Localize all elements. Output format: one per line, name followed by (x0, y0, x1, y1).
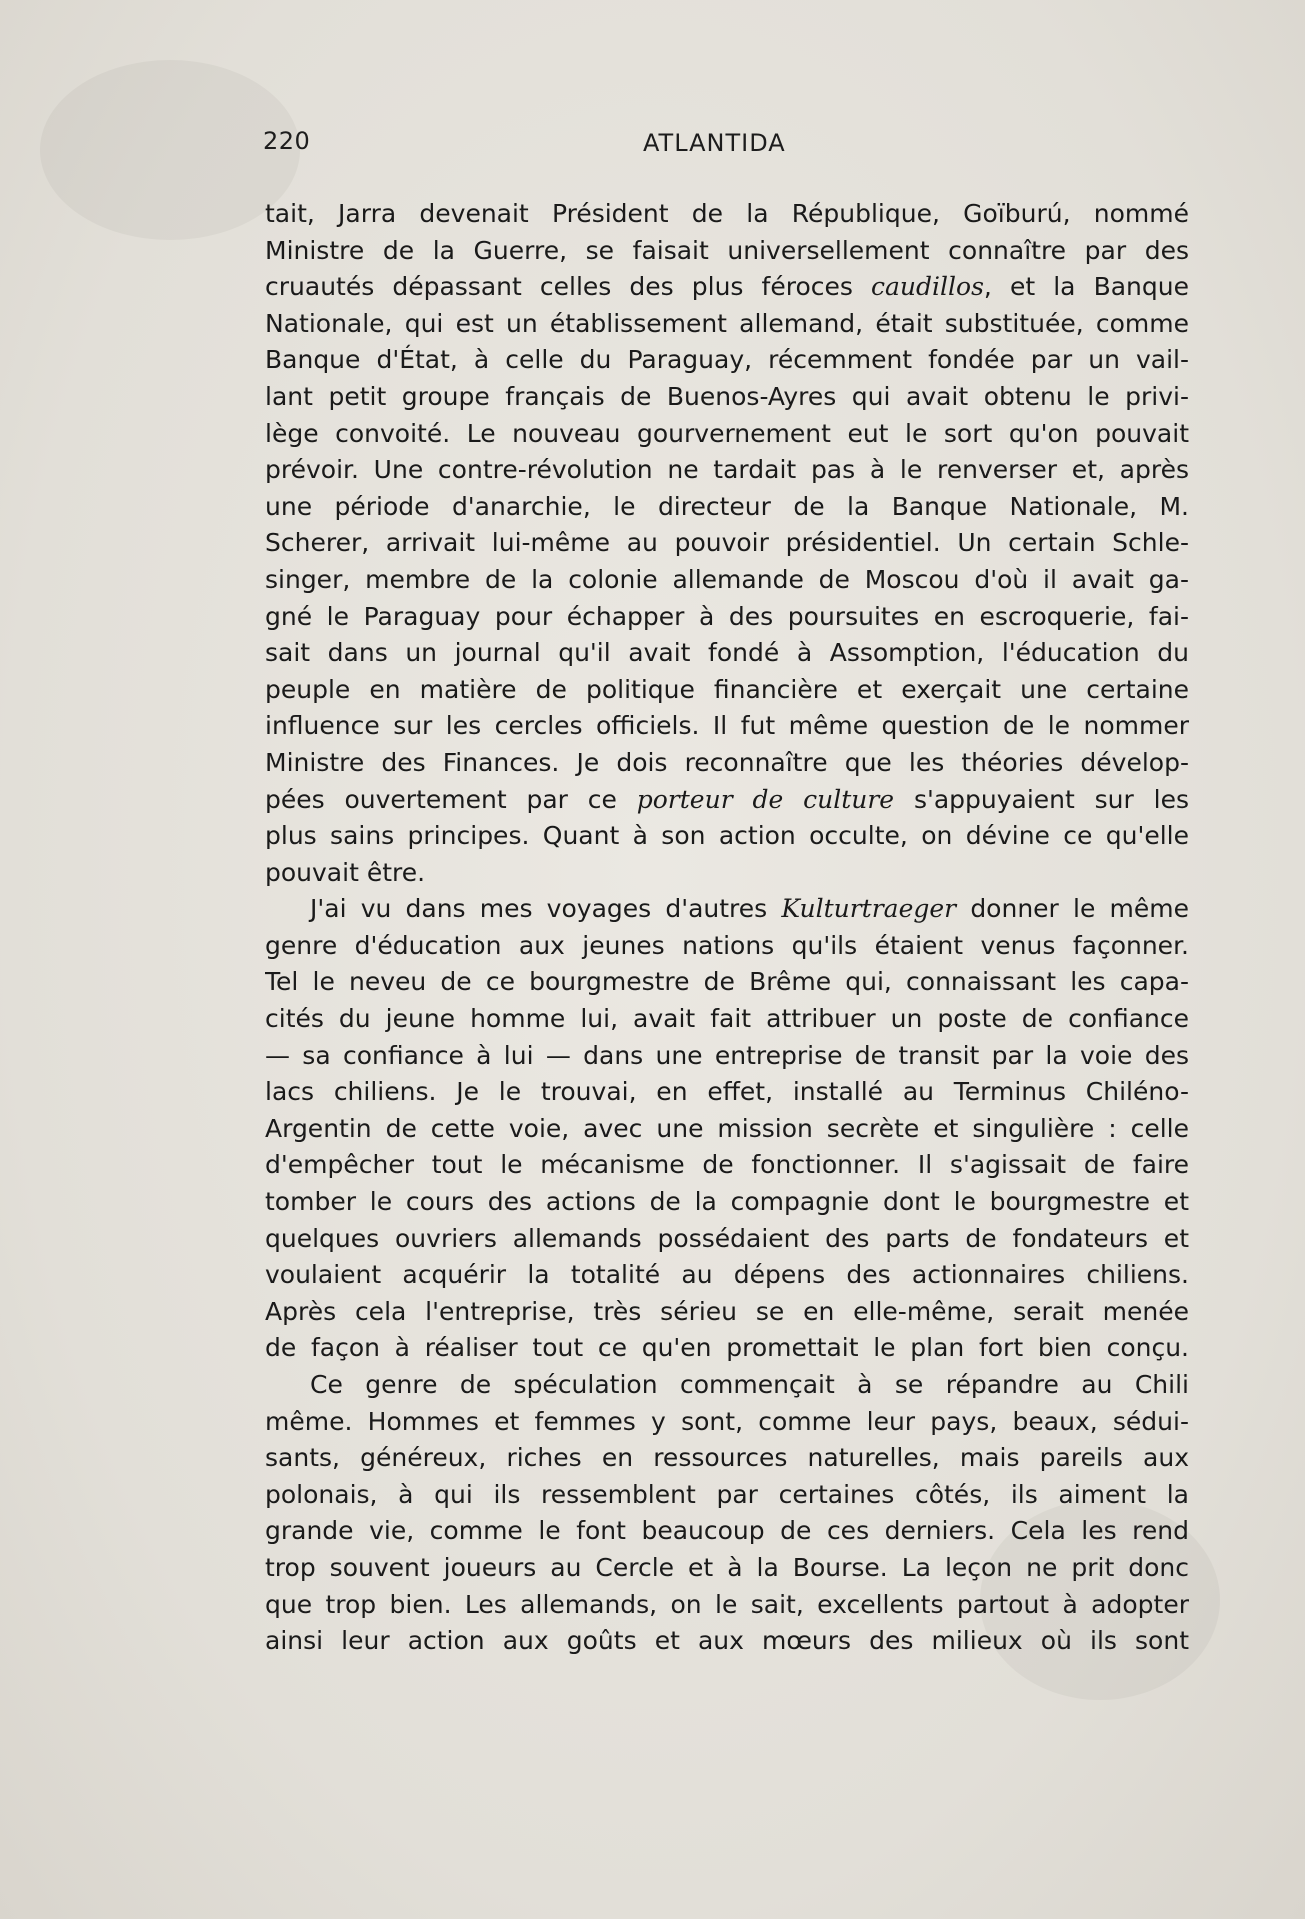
text-line: ainsi leur action aux goûts et aux mœurs des milieux où ils sont (265, 1626, 1189, 1656)
text-line: Banque d'État, à celle du Paraguay, récemment fondée par un vail- (265, 345, 1189, 375)
text-line: de façon à réaliser tout ce qu'en promettait le plan fort bien conçu. (265, 1333, 1189, 1363)
text-line: Tel le neveu de ce bourgmestre de Brême qui, connaissant les capa- (265, 967, 1189, 997)
page-header (263, 127, 1188, 167)
running-title: ATLANTIDA (643, 129, 786, 157)
text-line: tait, Jarra devenait Président de la République, Goïburú, nommé (265, 199, 1189, 228)
text-line: trop souvent joueurs au Cercle et à la Bourse. La leçon ne prit donc (265, 1552, 1189, 1582)
paper-stain (40, 60, 300, 240)
text-line: Argentin de cette voie, avec une mission secrète et singulière : celle (265, 1113, 1189, 1143)
text-line: que trop bien. Les allemands, on le sait, excellents partout à adopter (265, 1589, 1189, 1619)
text-line: Ministre de la Guerre, se faisait universellement connaître par des (265, 235, 1189, 265)
text-line: cités du jeune homme lui, avait fait attribuer un poste de confiance (265, 1004, 1189, 1034)
text-line: Ce genre de spéculation commençait à se répandre au Chili (310, 1370, 1189, 1399)
text-line: lège convoité. Le nouveau gourvernement eut le sort qu'on pouvait (265, 418, 1189, 448)
text-line: voulaient acquérir la totalité au dépens des actionnaires chiliens. (265, 1260, 1189, 1290)
text-line: sait dans un journal qu'il avait fondé à Assomption, l'éducation du (265, 638, 1189, 668)
text-line: polonais, à qui ils ressemblent par certaines côtés, ils aiment la (265, 1479, 1189, 1509)
text-line: plus sains principes. Quant à son action occulte, on dévine ce qu'elle (265, 821, 1189, 851)
text-line: Après cela l'entreprise, très sérieu se en elle-même, serait menée (265, 1296, 1189, 1326)
text-line: gné le Paraguay pour échapper à des poursuites en escroquerie, fai- (265, 601, 1189, 631)
text-line: d'empêcher tout le mécanisme de fonctionner. Il s'agissait de faire (265, 1150, 1189, 1180)
text-line: peuple en matière de politique financière et exerçait une certaine (265, 674, 1189, 704)
text-line: influence sur les cercles officiels. Il fut même question de le nommer (265, 711, 1189, 741)
text-line: — sa confiance à lui — dans une entreprise de transit par la voie des (265, 1040, 1189, 1070)
text-line: pouvait être. (265, 857, 426, 887)
text-line: même. Hommes et femmes y sont, comme leur pays, beaux, sédui- (265, 1406, 1189, 1436)
text-line: une période d'anarchie, le directeur de la Banque Nationale, M. (265, 491, 1189, 521)
text-line: sants, généreux, riches en ressources naturelles, mais pareils aux (265, 1443, 1189, 1473)
text-line: quelques ouvriers allemands possédaient des parts de fondateurs et (265, 1223, 1189, 1253)
text-line: J'ai vu dans mes voyages d'autres Kulturtraeger donner le même (310, 894, 1189, 924)
text-line: lant petit groupe français de Buenos-Ayres qui avait obtenu le privi- (265, 381, 1189, 411)
italic-term: caudillos (871, 272, 984, 302)
page-number: 220 (263, 127, 311, 155)
text-line: grande vie, comme le font beaucoup de ces derniers. Cela les rend (265, 1516, 1189, 1546)
text-line: Scherer, arrivait lui-même au pouvoir présidentiel. Un certain Schle- (265, 528, 1189, 558)
text-line: pées ouvertement par ce porteur de culture s'appuyaient sur les (265, 784, 1189, 814)
text-line: lacs chiliens. Je le trouvai, en effet, installé au Terminus Chiléno- (265, 1077, 1189, 1107)
body-text (265, 196, 1189, 1660)
text-line: tomber le cours des actions de la compagnie dont le bourgmestre et (265, 1187, 1189, 1217)
text-line: cruautés dépassant celles des plus féroces caudillos, et la Banque (265, 272, 1189, 302)
text-line: Nationale, qui est un établissement allemand, était substituée, comme (265, 308, 1189, 338)
text-line: Ministre des Finances. Je dois reconnaître que les théories dévelop- (265, 747, 1189, 777)
italic-term: porteur de culture (636, 784, 895, 814)
text-line: singer, membre de la colonie allemande de Moscou d'où il avait ga- (265, 564, 1189, 594)
text-line: prévoir. Une contre-révolution ne tardait pas à le renverser et, après (265, 455, 1189, 485)
text-line: genre d'éducation aux jeunes nations qu'ils étaient venus façonner. (265, 930, 1189, 960)
italic-term: Kulturtraeger (781, 894, 957, 924)
